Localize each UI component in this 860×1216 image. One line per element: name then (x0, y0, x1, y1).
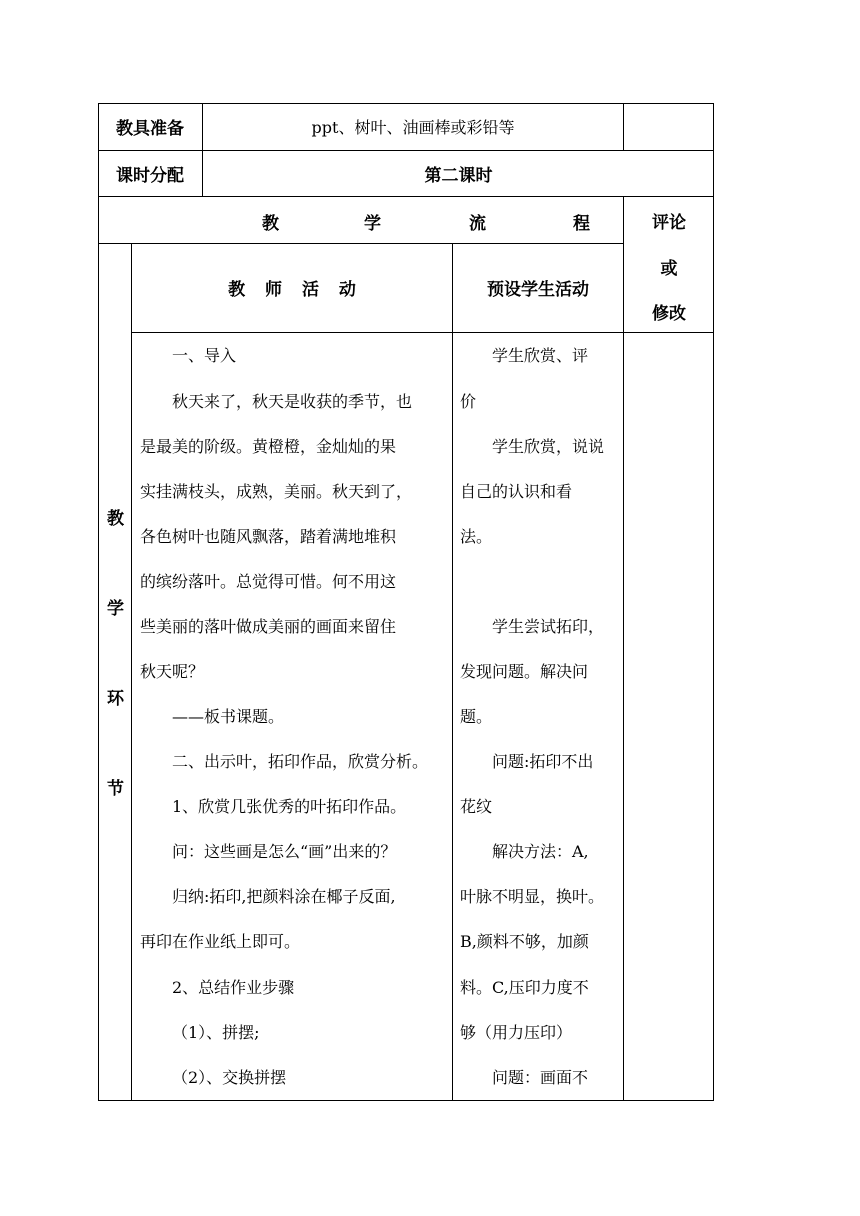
teacher-line: 再印在作业纸上即可。 (140, 932, 301, 951)
flow-char: 程 (573, 214, 590, 234)
teacher-activity-header: 教 师 活 动 (228, 280, 356, 300)
materials-label: 教具准备 (116, 119, 184, 139)
flow-char: 流 (469, 214, 486, 234)
materials-value: ppt、树叶、油画棒或彩铅等 (311, 118, 515, 137)
period-value: 第二课时 (424, 165, 493, 186)
col-divider (131, 243, 132, 1101)
section-label-char: 环 (107, 689, 124, 709)
row-divider (131, 332, 714, 333)
student-line: 问题:拓印不出 (492, 752, 594, 771)
teacher-line: 一、导入 (172, 346, 237, 365)
teacher-line: 的缤纷落叶。总觉得可惜。何不用这 (140, 572, 397, 591)
student-line: 自己的认识和看 (460, 482, 573, 501)
col-divider (623, 196, 624, 1101)
student-line: 够（用力压印） (460, 1023, 573, 1042)
student-line: 花纹 (460, 797, 493, 816)
teacher-line: 秋天呢？ (140, 662, 205, 681)
comment-header-line: 或 (660, 258, 678, 279)
section-label-char: 节 (107, 779, 124, 799)
teacher-line: 二、出示叶，拓印作品，欣赏分析。 (172, 752, 429, 771)
flow-char: 学 (364, 214, 381, 234)
teacher-line: （1）、拼摆; (172, 1023, 260, 1042)
teacher-line: 1、欣赏几张优秀的叶拓印作品。 (172, 797, 407, 816)
student-line: 叶脉不明显，换叶。 (460, 887, 605, 906)
section-label-char: 教 (107, 509, 124, 529)
period-label: 课时分配 (116, 165, 184, 186)
student-line: 题。 (460, 707, 493, 726)
student-line: 学生欣赏、评 (492, 346, 589, 365)
teacher-line: 问：这些画是怎么“画”出来的？ (172, 842, 397, 861)
student-line: 法。 (460, 527, 493, 546)
teacher-line: 实挂满枝头，成熟，美丽。秋天到了， (140, 482, 413, 501)
teacher-line: 秋天来了，秋天是收获的季节，也 (172, 392, 413, 411)
comment-header-line: 评论 (652, 212, 686, 233)
student-line: 料。C,压印力度不 (460, 978, 589, 997)
col-divider (623, 103, 624, 150)
teacher-line: （2）、交换拼摆 (172, 1068, 287, 1087)
teacher-line: ——板书课题。 (172, 707, 285, 726)
student-line: 学生欣赏，说说 (492, 437, 605, 456)
student-line: 发现问题。解决问 (460, 662, 589, 681)
section-label-char: 学 (107, 599, 124, 619)
student-line: 学生尝试拓印， (492, 617, 605, 636)
teacher-line: 2、总结作业步骤 (172, 978, 295, 997)
teacher-line: 是最美的阶级。黄橙橙，金灿灿的果 (140, 437, 397, 456)
student-line: 价 (460, 392, 477, 411)
col-divider (452, 243, 453, 1101)
row-divider (98, 196, 714, 197)
teacher-line: 归纳:拓印,把颜料涂在椰子反面, (172, 887, 396, 906)
student-line: 问题：画面不 (492, 1068, 589, 1087)
flow-char: 教 (262, 214, 279, 234)
student-line: B,颜料不够，加颜 (460, 932, 589, 951)
comment-header-line: 修改 (652, 303, 686, 324)
student-activity-header: 预设学生活动 (487, 280, 589, 300)
teacher-line: 各色树叶也随风飘落，踏着满地堆积 (140, 527, 397, 546)
teacher-line: 些美丽的落叶做成美丽的画面来留住 (140, 617, 397, 636)
student-line: 解决方法：A, (492, 842, 589, 861)
